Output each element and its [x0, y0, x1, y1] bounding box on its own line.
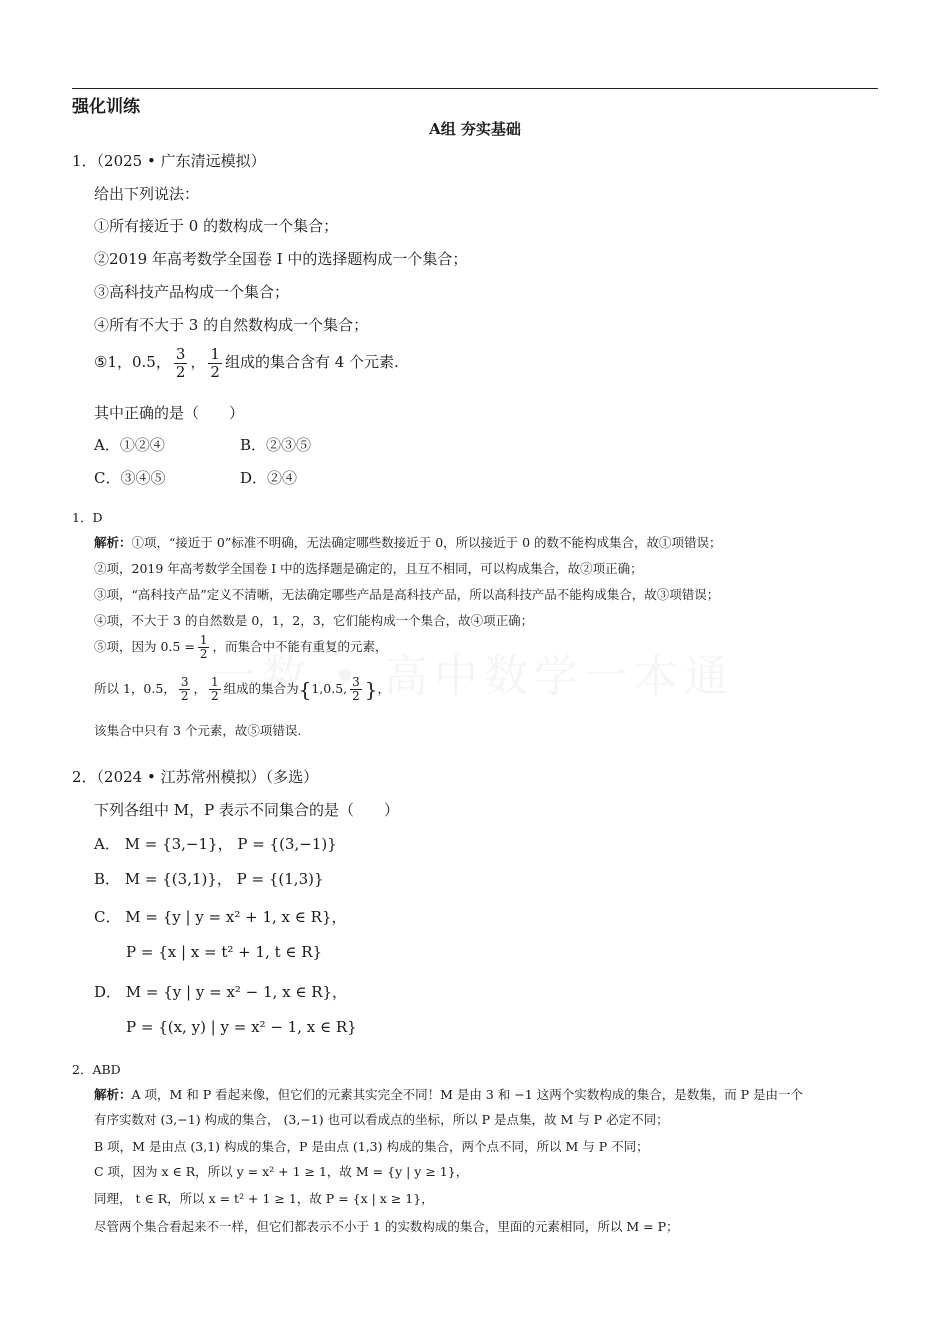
q1-s5-fraction-1: $\frac{3}{2}$ [175, 345, 186, 381]
a2-line-4: C 项，因为 x ∈ R，所以 y = x² + 1 ≥ 1，故 M = {y | y ≥ 1}， [94, 1164, 469, 1179]
q1-statement-5: ⑤1，0.5， $\frac{3}{2}$ ， $\frac{1}{2}$ 组成的集合含有 4 个元素. [94, 345, 399, 381]
q1-option-d[interactable]: D．②④ [240, 469, 298, 487]
a2-heading: 2．ABD [72, 1062, 121, 1077]
a1-line-7: 该集合中只有 3 个元素，故⑤项错误. [94, 723, 302, 738]
q2-option-b[interactable]: B． M = {(3,1)}， P = {(1,3)} [94, 870, 324, 888]
q2-option-c-line-1[interactable]: C． M = {y | y = x² + 1, x ∈ R}， [94, 908, 347, 926]
q2-option-d-line-2: P = {(x, y) | y = x² − 1, x ∈ R} [126, 1018, 357, 1036]
q2-option-a[interactable]: A． M = {3,−1}， P = {(3,−1)} [94, 835, 337, 853]
q1-statement-3: ③高科技产品构成一个集合； [94, 283, 290, 301]
a1-line-1: 解析：①项，“接近于 0”标准不明确，无法确定哪些数接近于 0，所以接近于 0 的数不能构成集合，故①项错误； [94, 535, 722, 550]
a2-line-3: B 项，M 是由点 (3,1) 构成的集合，P 是由点 (1,3) 构成的集合，两个点不同，所以 M 与 P 不同； [94, 1139, 649, 1154]
q1-option-b[interactable]: B．②③⑤ [240, 436, 312, 454]
q1-s5-fraction-2: $\frac{1}{2}$ [210, 345, 220, 381]
a1-line-2: ②项，2019 年高考数学全国卷 I 中的选择题是确定的，且互不相同，可以构成集合，故②项正确； [94, 561, 643, 576]
q1-s5-pre: ⑤1，0.5， [94, 353, 171, 371]
q1-s5-post: 组成的集合含有 4 个元素. [224, 353, 399, 371]
q1-option-a[interactable]: A．①②④ [94, 436, 165, 454]
a1-line-5: ⑤项，因为 0.5 = $\frac{1}{2}$ ，而集合中不能有重复的元素， [94, 633, 388, 662]
q1-statement-4: ④所有不大于 3 的自然数构成一个集合； [94, 316, 369, 334]
q1-heading: 1．（2025 • 广东清远模拟） [72, 152, 266, 170]
q1-statement-2: ②2019 年高考数学全国卷 I 中的选择题构成一个集合； [94, 250, 468, 268]
q2-option-d-line-1[interactable]: D． M = {y | y = x² − 1, x ∈ R}， [94, 983, 348, 1001]
a1-heading: 1．D [72, 510, 103, 525]
a1-line-6: 所以 1，0.5， $\frac{3}{2}$ ， $\frac{1}{2}$ 组成的集合为{1,0.5, $\frac{3}{2}$ }， [94, 675, 391, 704]
a2-line-1: 解析：A 项，M 和 P 看起来像，但它们的元素其实完全不同！M 是由 3 和 −1 这两个实数构成的集合，是数集，而 P 是由一个 [94, 1087, 804, 1102]
q1-intro: 给出下列说法： [94, 185, 200, 203]
q1-statement-1: ①所有接近于 0 的数构成一个集合； [94, 217, 339, 235]
q2-option-c-line-2: P = {x | x = t² + 1, t ∈ R} [126, 943, 323, 961]
header-rule [72, 88, 878, 89]
q1-prompt: 其中正确的是（ ） [94, 404, 245, 422]
a1-l6-fraction-1: $\frac{3}{2}$ [180, 675, 189, 704]
q1-option-c[interactable]: C．③④⑤ [94, 469, 166, 487]
a1-line-3: ③项，“高科技产品”定义不清晰，无法确定哪些产品是高科技产品，所以高科技产品不能构成集合，故③项错误； [94, 587, 720, 602]
a2-line-5: 同理， t ∈ R，所以 x = t² + 1 ≥ 1，故 P = {x | x ≥ 1}， [94, 1191, 434, 1206]
a1-l6-set: { [298, 677, 312, 702]
a2-line-2: 有序实数对 (3,−1) 构成的集合， (3,−1) 也可以看成点的坐标，所以 P 是点集，故 M 与 P 必定不同； [94, 1112, 669, 1127]
a1-l6-fraction-2: $\frac{1}{2}$ [210, 675, 219, 704]
a1-line-4: ④项，不大于 3 的自然数是 0，1，2，3，它们能构成一个集合，故④项正确； [94, 613, 534, 628]
group-title: A组 夯实基础 [429, 120, 521, 138]
section-title: 强化训练 [72, 97, 140, 117]
a2-line-6: 尽管两个集合看起来不一样，但它们都表示不小于 1 的实数构成的集合，里面的元素相同，所以 M = P； [94, 1219, 679, 1234]
a1-l6-set-fraction: $\frac{3}{2}$ [352, 675, 360, 704]
a1-l5-fraction: $\frac{1}{2}$ [199, 633, 208, 662]
q2-prompt: 下列各组中 M，P 表示不同集合的是（ ） [94, 801, 399, 819]
q2-heading: 2．（2024 • 江苏常州模拟）（多选） [72, 768, 319, 786]
